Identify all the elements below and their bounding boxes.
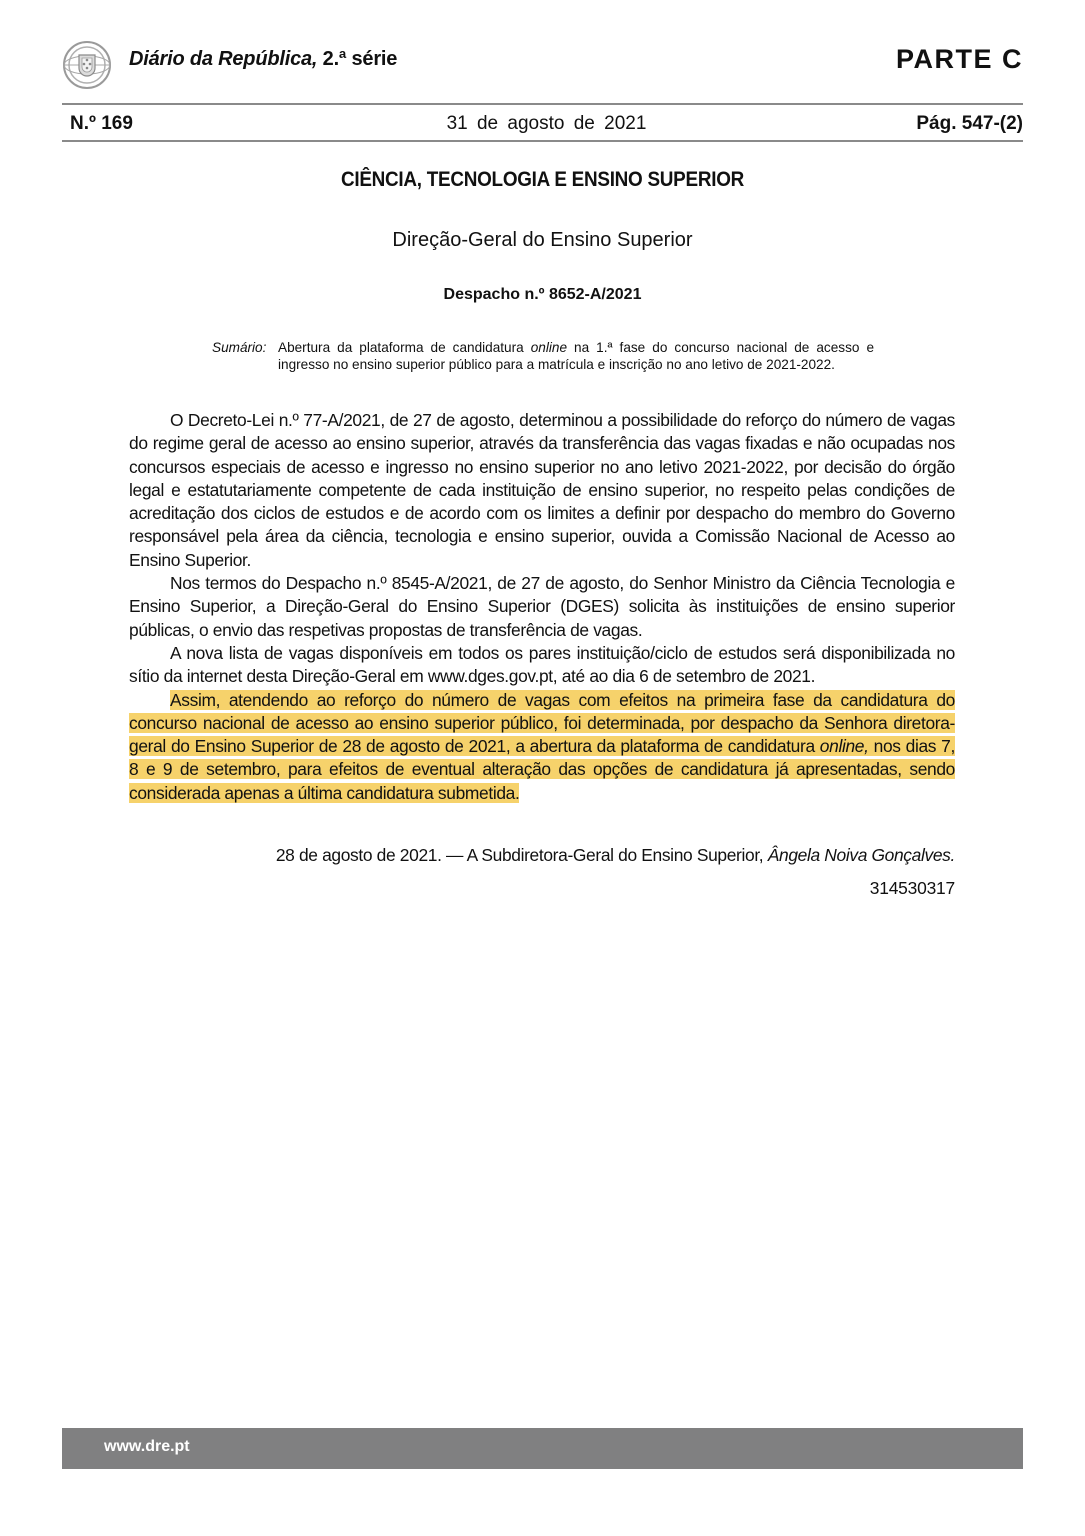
journal-name: Diário da República, [129,48,318,70]
body-paragraph-3: A nova lista de vagas disponíveis em todos os pares instituição/ciclo de estudos será disponibilizada no sítio da internet desta Direção-Geral em www.dges.gov.pt, até ao dia 6 de setembro de 2021. [129,642,955,687]
header-rule-bottom [62,140,1023,142]
summary-label: Sumário: [212,340,267,355]
summary-text [278,339,874,373]
issue-info-row [70,113,1023,137]
summary-text-part2: na 1.ª fase do concurso nacional de acesso e ingresso no ensino superior público para a matrícula e inscrição no ano letivo de 2021-2022. [278,340,875,372]
footer-bar [62,1428,1023,1469]
footer-url-link[interactable]: www.dre.pt [104,1438,190,1455]
highlighted-text-italic: online, [819,736,869,757]
journal-series: 2.ª série [322,48,398,70]
highlighted-text-part2: nos dias 7, 8 e 9 de setembro, para efeitos de eventual alteração das opções de candidatura já apresentadas, sendo considerada apenas a última candidatura submetida. [129,736,955,803]
summary [212,339,874,373]
highlighted-text-part1: Assim, atendendo ao reforço do número de vagas com efeitos na primeira fase da candidatura do concurso nacional de acesso ao ensino superior público, foi determinada, por despacho da Senhora diretora-geral do Ensino Superior de 28 de agosto de 2021, a abertura da plataforma de candidatura [129,689,955,757]
page-number: Pág. 547-(2) [916,113,1023,134]
part-label: PARTE C [895,44,1023,74]
issue-date: 31 de agosto de 2021 [446,113,647,134]
highlight-mark [129,690,955,803]
body-paragraph-1: O Decreto-Lei n.º 77-A/2021, de 27 de agosto, determinou a possibilidade do reforço do número de vagas do regime geral de acesso ao ensino superior, através da transferência das vagas fixadas e não ocupadas nos concursos especiais de acesso e ingresso no ensino superior no ano letivo 2021-2022, por decisão do órgão legal e estatutariamente competente de cada instituição de ensino superior, no respeito pelas condições de acreditação dos ciclos de estudos e de acordo com os limites a definir por despacho do membro do Governo responsável pela área da ciência, tecnologia e ensino superior, ouvida a Comissão Nacional de Acesso ao Ensino Superior. [129,410,955,570]
summary-text-part1: Abertura da plataforma de candidatura [278,340,531,355]
document-body [129,409,955,805]
ministry-heading: CIÊNCIA, TECNOLOGIA E ENSINO SUPERIOR [340,168,745,191]
signature-line [129,845,955,866]
department-heading: Direção-Geral do Ensino Superior [392,229,693,251]
header-rule-top [62,103,1023,105]
summary-text-italic: online [530,340,568,355]
highlighted-paragraph [129,689,955,805]
signatory-name: Ângela Noiva Gonçalves. [767,845,955,865]
journal-title [129,48,397,71]
signature-text: 28 de agosto de 2021. — A Subdiretora-Geral do Ensino Superior, [275,845,768,865]
portuguese-coat-of-arms-icon [62,40,112,90]
issue-number: N.º 169 [70,113,133,134]
reference-number: 314530317 [869,878,955,898]
body-paragraph-2: Nos termos do Despacho n.º 8545-A/2021, de 27 de agosto, do Senhor Ministro da Ciência Tecnologia e Ensino Superior, a Direção-Geral do Ensino Superior (DGES) solicita às instituições de ensino superior públicas, o envio das respetivas propostas de transferência de vagas. [129,573,955,640]
document-title: Despacho n.º 8652-A/2021 [443,286,642,303]
